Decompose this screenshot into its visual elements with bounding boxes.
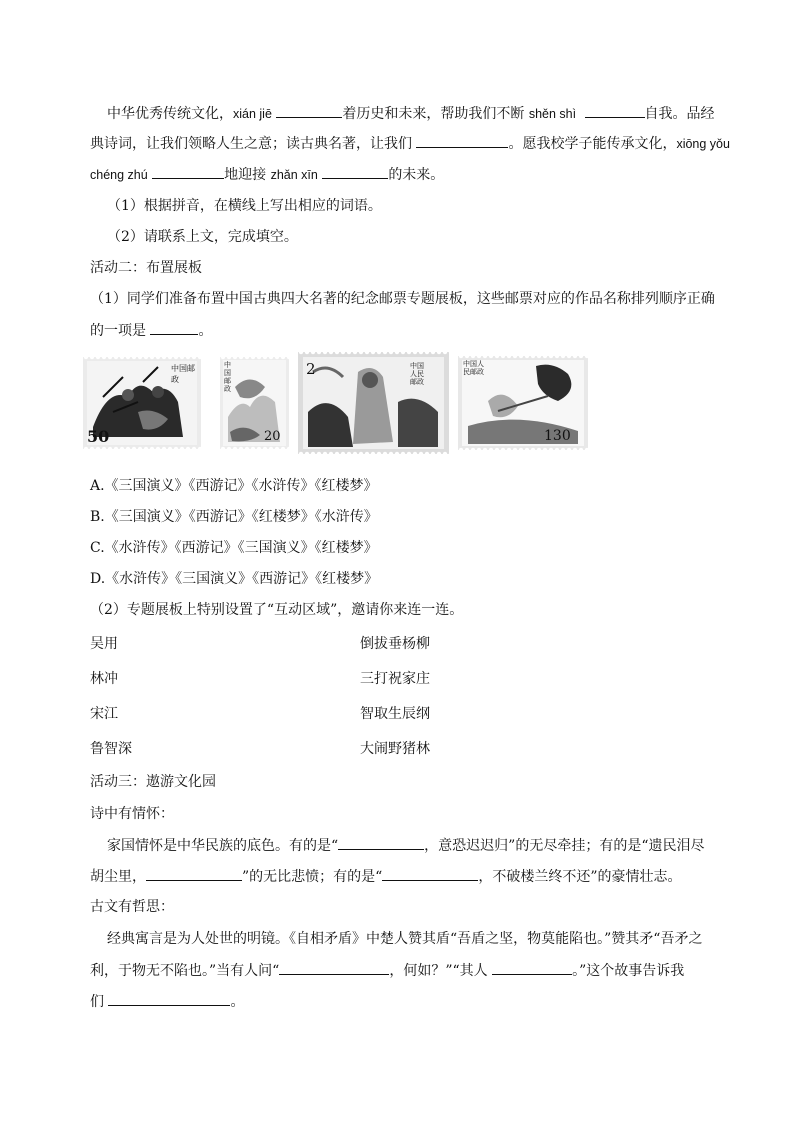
text: 的一项是 [90, 323, 146, 339]
text: 。”这个故事告诉我 [572, 963, 685, 979]
text: 自我。品经 [644, 106, 715, 122]
activity3-sub2: 古文有哲思： [90, 899, 174, 915]
blank-poem-2[interactable] [146, 866, 242, 881]
text: 们 [90, 994, 104, 1010]
text: 胡尘里， [90, 869, 146, 885]
blank-poem-1[interactable] [338, 835, 424, 850]
blank-poem-3[interactable] [382, 866, 478, 881]
activity3-p3: 经典寓言是为人处世的明镜。《自相矛盾》中楚人赞其盾“吾盾之坚，物莫能陷也。”赞其矛“吾矛之 [107, 931, 703, 947]
stamp-label: 中国人民邮政 [410, 362, 424, 386]
blank-fable-3[interactable] [108, 991, 230, 1006]
option-a[interactable]: A.《三国演义》《西游记》《水浒传》《红楼梦》 [90, 478, 378, 494]
activity3-p5 [90, 991, 244, 1012]
answer-blank[interactable] [150, 320, 198, 335]
blank-1[interactable] [276, 103, 342, 118]
text: ，何如？”“其人 [389, 963, 488, 979]
text: ，不破楼兰终不还”的豪情壮志。 [478, 869, 682, 885]
stamp-xiyou [220, 357, 289, 449]
match-left-1[interactable]: 吴用 [90, 636, 118, 652]
activity3-p1 [107, 835, 704, 856]
option-b[interactable]: B.《三国演义》《西游记》《红楼梦》《水浒传》 [90, 509, 378, 525]
stamp-honglou [298, 352, 449, 454]
text: 中华优秀传统文化， [107, 106, 233, 122]
blank-2[interactable] [585, 103, 645, 118]
blank-3[interactable] [416, 133, 508, 148]
question-2: （2）请联系上文，完成填空。 [107, 229, 298, 245]
stamp-label: 中国人民邮政 [463, 360, 484, 376]
para1-line3 [90, 164, 444, 185]
text: 着历史和未来，帮助我们不断 [342, 106, 525, 122]
activity2-q1-line1: （1）同学们准备布置中国古典四大名著的纪念邮票专题展板，这些邮票对应的作品名称排列顺序正确 [90, 291, 715, 307]
match-left-4[interactable]: 鲁智深 [90, 741, 132, 757]
activity2-q1-line2 [90, 320, 212, 341]
stamp-label: 中国邮政 [224, 361, 231, 393]
blank-4[interactable] [152, 164, 224, 179]
pinyin-1: xián jiē [233, 107, 272, 121]
activity2-q2: （2）专题展板上特别设置了“互动区域”，邀请你来连一连。 [90, 602, 464, 618]
text: 。 [198, 323, 213, 339]
activity3-title: 活动三：遨游文化园 [90, 774, 216, 790]
text: 。愿我校学子能传承文化， [508, 136, 677, 152]
text: 地迎接 [224, 167, 267, 183]
para1-line2 [90, 133, 730, 154]
stamp-label: 中国邮政 [171, 364, 195, 384]
pinyin-2: shěn shì [528, 107, 577, 121]
text: 典诗词，让我们领略人生之意；读古典名著，让我们 [90, 136, 412, 152]
text: 。 [230, 994, 245, 1010]
match-right-4[interactable]: 大闹野猪林 [360, 741, 430, 757]
text: 家国情怀是中华民族的底色。有的是“ [107, 838, 339, 854]
activity2-title: 活动二：布置展板 [90, 260, 202, 276]
blank-fable-1[interactable] [279, 960, 389, 975]
activity3-p4 [90, 960, 684, 981]
pinyin-3: xiōng yǒu [676, 137, 730, 151]
text: ，意恐迟迟归”的无尽牵挂；有的是“遗民泪尽 [424, 838, 705, 854]
match-right-3[interactable]: 智取生辰纲 [360, 706, 430, 722]
stamp-value: 20 [264, 429, 281, 444]
blank-fable-2[interactable] [492, 960, 572, 975]
text: 利，于物无不陷也。”当有人问“ [90, 963, 280, 979]
stamp-value: 50 [87, 427, 110, 446]
stamp-honglou-art [298, 352, 449, 454]
stamp-value: 130 [544, 428, 571, 444]
para1-line1 [107, 103, 715, 124]
activity3-p2 [90, 866, 682, 887]
match-left-2[interactable]: 林冲 [90, 671, 118, 687]
match-right-2[interactable]: 三打祝家庄 [360, 671, 430, 687]
stamp-value: 2 [306, 360, 316, 378]
question-1: （1）根据拼音，在横线上写出相应的词语。 [107, 198, 382, 214]
option-c[interactable]: C.《水浒传》《西游记》《三国演义》《红楼梦》 [90, 540, 378, 556]
pinyin-4: chéng zhú [90, 168, 148, 182]
option-d[interactable]: D.《水浒传》《三国演义》《西游记》《红楼梦》 [90, 571, 379, 587]
blank-5[interactable] [322, 164, 388, 179]
pinyin-5: zhǎn xīn [270, 168, 318, 182]
stamp-sanguo [83, 357, 201, 449]
stamp-shuihu [458, 356, 588, 450]
match-left-3[interactable]: 宋江 [90, 706, 118, 722]
text: ”的无比悲愤；有的是“ [242, 869, 383, 885]
activity3-sub1: 诗中有情怀： [90, 806, 174, 822]
match-right-1[interactable]: 倒拔垂杨柳 [360, 636, 430, 652]
text: 的未来。 [388, 167, 445, 183]
